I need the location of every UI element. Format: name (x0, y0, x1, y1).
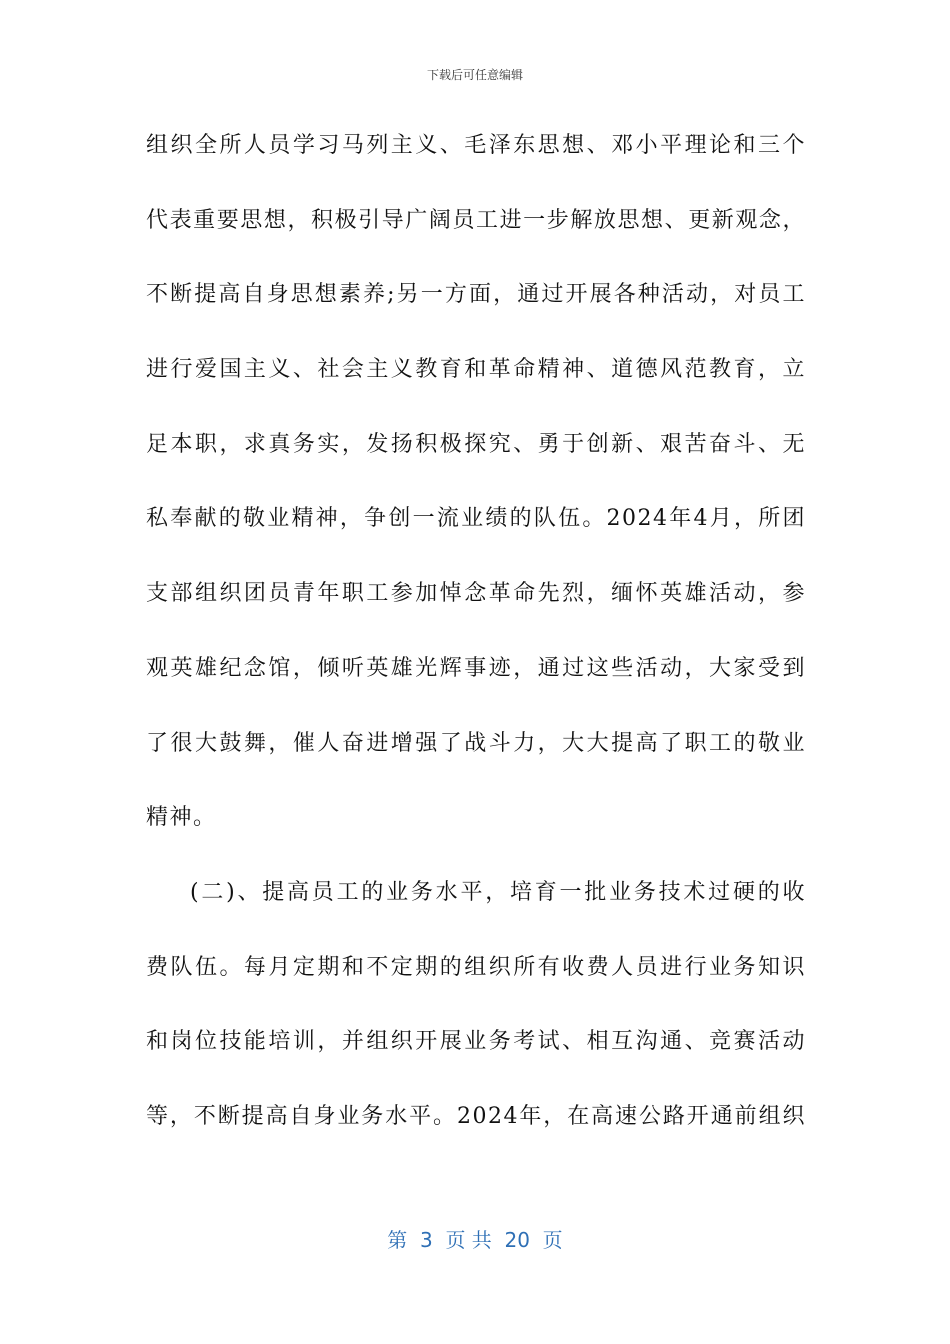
text-line: 观英雄纪念馆，倾听英雄光辉事迹，通过这些活动，大家受到 (146, 655, 806, 681)
text-line: 私奉献的敬业精神，争创一流业绩的队伍。2024年4月，所团 (146, 506, 806, 532)
page-header-note: 下载后可任意编辑 (426, 68, 523, 82)
text-line: 了很大鼓舞，催人奋进增强了战斗力，大大提高了职工的敬业 (146, 730, 806, 756)
text-line: 组织全所人员学习马列主义、毛泽东思想、邓小平理论和三个 (146, 133, 806, 158)
text-line: 精神。 (146, 805, 217, 831)
text-line: 不断提高自身思想素养;另一方面，通过开展各种活动，对员工 (146, 282, 806, 308)
page-number: 第 3 页 共 20 页 (387, 1228, 563, 1252)
text-line: 费队伍。每月定期和不定期的组织所有收费人员进行业务知识 (146, 954, 806, 980)
paragraph-start-line: (二)、提高员工的业务水平，培育一批业务技术过硬的收 (190, 879, 806, 905)
text-line: 进行爱国主义、社会主义教育和革命精神、道德风范教育，立 (146, 357, 806, 383)
text-line: 代表重要思想，积极引导广阔员工进一步解放思想、更新观念， (146, 207, 806, 233)
text-line: 和岗位技能培训，并组织开展业务考试、相互沟通、竞赛活动 (146, 1029, 806, 1055)
text-line: 足本职，求真务实，发扬积极探究、勇于创新、艰苦奋斗、无 (146, 431, 806, 457)
document-body (146, 124, 806, 1170)
text-line: 支部组织团员青年职工参加悼念革命先烈，缅怀英雄活动，参 (146, 581, 806, 607)
text-line: 等，不断提高自身业务水平。2024年，在高速公路开通前组织 (146, 1103, 806, 1129)
